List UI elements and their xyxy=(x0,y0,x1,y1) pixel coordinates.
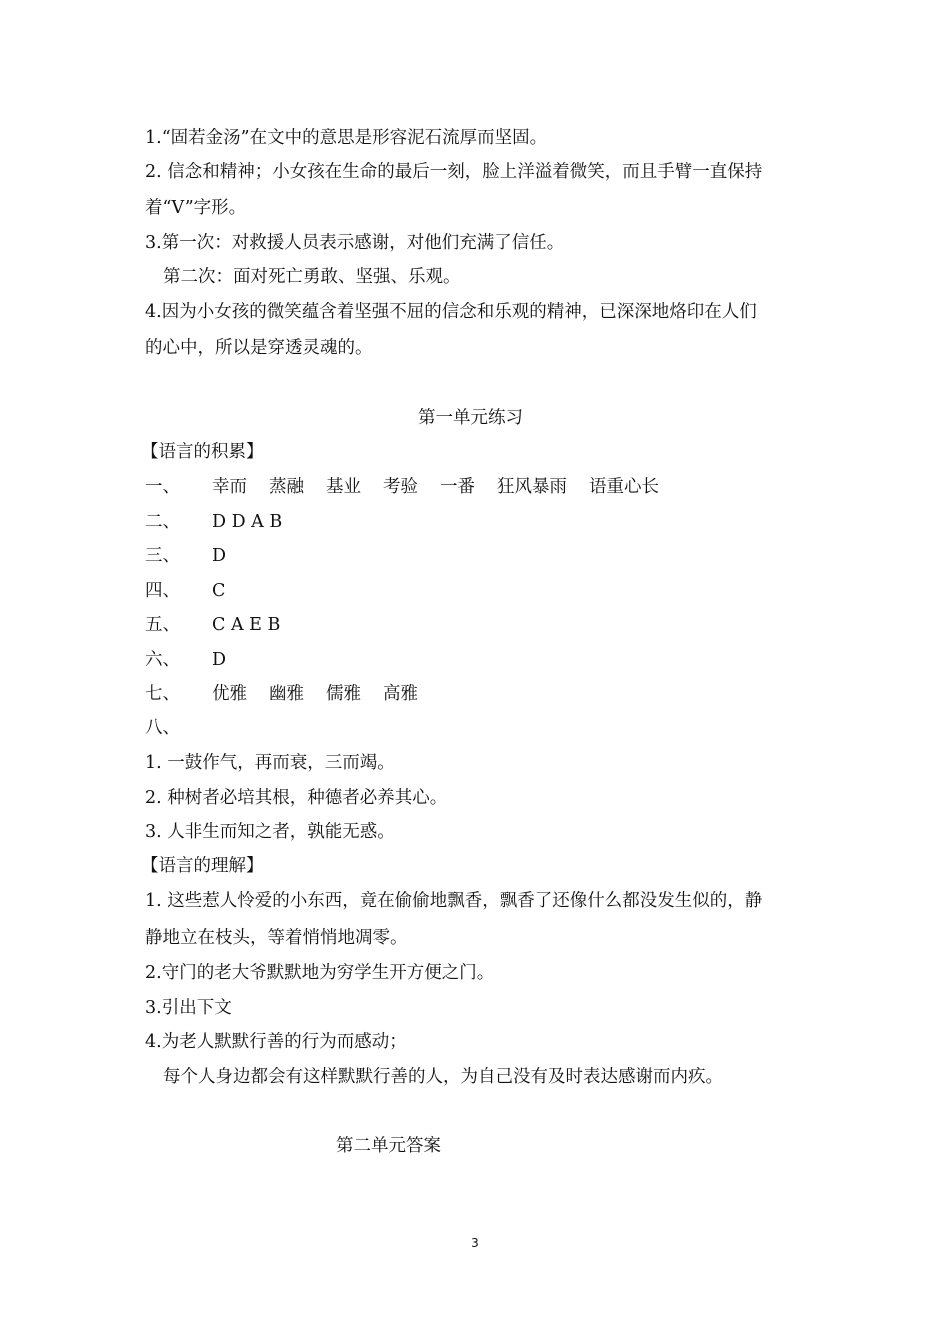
answer-text: D xyxy=(212,650,227,670)
answer-4-line-2: 的心中，所以是穿透灵魂的。 xyxy=(145,338,373,358)
answer-word: 语重心长 xyxy=(589,477,659,497)
understanding-2: 2.守门的老大爷默默地为穷学生开方便之门。 xyxy=(145,963,495,983)
answer-word: 幽雅 xyxy=(269,684,304,704)
answer-text: D xyxy=(212,546,227,566)
page-number: 3 xyxy=(471,1236,479,1250)
answer-3-line-2: 第二次：面对死亡勇敢、坚强、乐观。 xyxy=(163,267,461,287)
answer-word: 幸而 xyxy=(212,477,247,497)
item-8-mark: 八、 xyxy=(145,718,180,738)
item-8-line-3: 3. 人非生而知之者，孰能无惑。 xyxy=(145,822,395,842)
item-mark: 一、 xyxy=(145,477,180,497)
section-accumulation-heading: 【语言的积累】 xyxy=(141,442,264,462)
item-3 xyxy=(145,544,226,568)
item-mark: 二、 xyxy=(145,512,180,532)
understanding-1-line-1: 1. 这些惹人怜爱的小东西，竟在偷偷地飘香，飘香了还像什么都没发生似的，静 xyxy=(145,891,763,911)
item-8-line-1: 1. 一鼓作气，再而衰，三而竭。 xyxy=(145,753,395,773)
answer-3-line-1: 3.第一次：对救援人员表示感谢，对他们充满了信任。 xyxy=(145,233,565,253)
answer-word: 一番 xyxy=(440,477,475,497)
answer-2-line-1: 2. 信念和精神；小女孩在生命的最后一刻，脸上洋溢着微笑，而且手臂一直保持 xyxy=(145,162,763,182)
item-mark: 四、 xyxy=(145,581,180,601)
item-2 xyxy=(145,510,282,534)
answer-word: 考验 xyxy=(383,477,418,497)
item-mark: 七、 xyxy=(145,684,180,704)
item-5 xyxy=(145,613,280,637)
answer-word: 优雅 xyxy=(212,684,247,704)
understanding-3: 3.引出下文 xyxy=(145,998,232,1018)
understanding-4-line-2: 每个人身边都会有这样默默行善的人，为自己没有及时表达感谢而内疚。 xyxy=(163,1067,723,1087)
section-understanding-heading: 【语言的理解】 xyxy=(141,856,264,876)
item-1 xyxy=(145,475,681,499)
answer-2-line-2: 着“V”字形。 xyxy=(145,198,247,218)
item-mark: 三、 xyxy=(145,546,180,566)
answer-word: 狂风暴雨 xyxy=(497,477,567,497)
answer-4-line-1: 4.因为小女孩的微笑蕴含着坚强不屈的信念和乐观的精神，已深深地烙印在人们 xyxy=(145,302,757,322)
answer-word: 蒸融 xyxy=(269,477,304,497)
item-6 xyxy=(145,648,226,672)
answer-1: 1.“固若金汤”在文中的意思是形容泥石流厚而坚固。 xyxy=(145,128,548,148)
item-4 xyxy=(145,579,225,603)
item-7 xyxy=(145,682,440,706)
unit2-title: 第二单元答案 xyxy=(336,1136,441,1156)
item-mark: 六、 xyxy=(145,650,180,670)
answer-word: 高雅 xyxy=(383,684,418,704)
answer-text: C A E B xyxy=(212,615,281,635)
answer-word: 儒雅 xyxy=(326,684,361,704)
answer-text: D D A B xyxy=(212,512,283,532)
item-mark: 五、 xyxy=(145,615,180,635)
unit1-title: 第一单元练习 xyxy=(418,408,523,428)
understanding-4-line-1: 4.为老人默默行善的行为而感动； xyxy=(145,1032,407,1052)
answer-text: C xyxy=(212,581,226,601)
item-8-line-2: 2. 种树者必培其根，种德者必养其心。 xyxy=(145,788,448,808)
answer-word: 基业 xyxy=(326,477,361,497)
understanding-1-line-2: 静地立在枝头，等着悄悄地凋零。 xyxy=(145,928,408,948)
